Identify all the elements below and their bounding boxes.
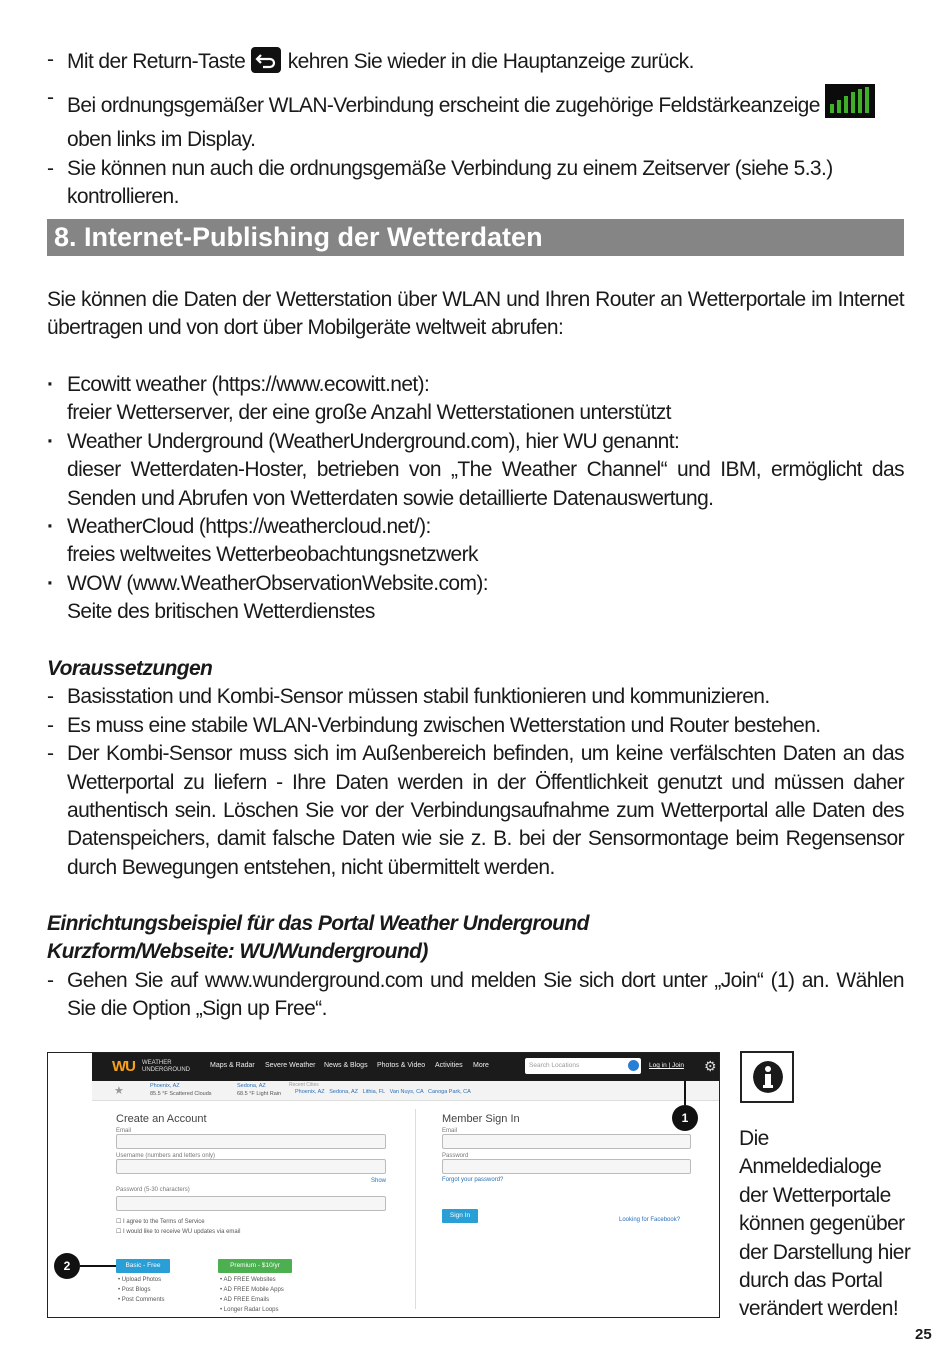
show-password-link[interactable]: Show bbox=[370, 1178, 386, 1184]
portal-name: · WOW (www.WeatherObservationWebsite.com): bbox=[67, 571, 488, 595]
list-item-text: Der Kombi-Sensor muss sich im Außenbereich befinden, um keine verfälschten Daten an das Wetterportal zu liefern - Ihre Daten werden in der Öffentlichkeit genutzt und müssen daher authentisch sein. Löschen Sie vor der Verbindungsaufnahme zum Wetterportal alle Daten des Datenspeichers, damit falsche Daten wie sie z. B. bei der Sensormontage beim Regensensor durch Bewegungen entstehen, nicht übermittelt werden. bbox=[67, 742, 904, 879]
wu-navbar bbox=[92, 1053, 720, 1081]
email-label: Email bbox=[442, 1128, 458, 1134]
nav-item[interactable]: Severe Weather bbox=[265, 1062, 316, 1069]
nav-item[interactable]: Maps & Radar bbox=[210, 1062, 255, 1069]
brand-line: UNDERGROUND bbox=[142, 1067, 190, 1073]
info-box bbox=[740, 1051, 794, 1103]
list-item bbox=[47, 712, 904, 740]
login-join-link[interactable]: Log in | Join bbox=[649, 1062, 684, 1069]
basic-free-button[interactable]: Basic - Free bbox=[116, 1259, 170, 1273]
updates-checkbox-row[interactable]: ☐ I would like to receive WU updates via email bbox=[116, 1229, 241, 1235]
portal-description: dieser Wetterdaten-Hoster, betrieben von „The Weather Channel“ und IBM, ermöglicht das Senden und Abrufen von Wetterdaten sowie detaillierte Datenauswertung. bbox=[67, 458, 904, 510]
city-link[interactable]: Phoenix, AZ bbox=[150, 1083, 180, 1089]
nav-item[interactable]: Photos & Video bbox=[377, 1062, 426, 1069]
nav-item[interactable]: More bbox=[473, 1062, 489, 1069]
top-list bbox=[47, 46, 907, 212]
member-email-field[interactable] bbox=[442, 1134, 691, 1149]
list-item-text: Gehen Sie auf www.wunderground.com und melden Sie sich dort unter „Join“ (1) an. Wählen Sie die Option „Sign up Free“. bbox=[67, 968, 904, 1021]
brand-line: WEATHER bbox=[142, 1060, 172, 1066]
list-item bbox=[47, 683, 904, 711]
feature-text: Post Blogs bbox=[121, 1287, 151, 1293]
feature-text: AD FREE Websites bbox=[223, 1277, 276, 1283]
portal-name: · Ecowitt weather (https://www.ecowitt.net): bbox=[67, 373, 430, 396]
wu-brand bbox=[142, 1060, 190, 1074]
callout-line bbox=[684, 1081, 686, 1105]
list-item bbox=[47, 428, 904, 513]
section-intro: Sie können die Daten der Wetterstation über WLAN und Ihren Router an Wetterportale im Internet übertragen und von dort über Mobilgeräte weltweit abrufen: bbox=[47, 288, 904, 340]
basic-features bbox=[118, 1275, 164, 1305]
portal-description: freier Wetterserver, der eine große Anzahl Wetterstationen unterstützt bbox=[67, 401, 671, 425]
city-weather: 85.5 °F Scattered Clouds bbox=[150, 1091, 212, 1097]
feature-item: • AD FREE Websites bbox=[220, 1277, 276, 1283]
forgot-password-link[interactable]: Forgot your password? bbox=[442, 1177, 504, 1183]
portal-name: · WeatherCloud (https://weathercloud.net/): bbox=[67, 515, 431, 539]
list-item bbox=[47, 513, 904, 570]
star-icon[interactable]: ★ bbox=[114, 1085, 124, 1097]
feature-item: • AD FREE Mobile Apps bbox=[220, 1287, 284, 1293]
password-label: Password (5-30 characters) bbox=[116, 1187, 190, 1193]
gear-icon[interactable]: ⚙ bbox=[704, 1058, 717, 1074]
search-input[interactable] bbox=[525, 1058, 641, 1074]
page-number: 25 bbox=[915, 1326, 932, 1343]
list-item-text: oben links im Display. bbox=[67, 128, 256, 152]
list-item bbox=[47, 46, 907, 82]
search-placeholder: Search Locations bbox=[529, 1062, 580, 1069]
create-account-title: Create an Account bbox=[116, 1113, 207, 1125]
portal-list bbox=[47, 371, 904, 627]
sign-in-button[interactable]: Sign In bbox=[442, 1209, 478, 1223]
callout-line bbox=[80, 1265, 116, 1267]
section-heading: 8. Internet-Publishing der Wetterdaten bbox=[47, 219, 904, 256]
premium-button[interactable]: Premium - $10/yr bbox=[218, 1259, 292, 1273]
wu-logo: WU bbox=[112, 1058, 135, 1075]
feature-text: Longer Radar Loops bbox=[223, 1307, 279, 1313]
create-account-form bbox=[116, 1113, 386, 1237]
username-field[interactable] bbox=[116, 1159, 386, 1174]
list-item-text: Mit der Return-Taste bbox=[67, 50, 246, 73]
feature-item: • Upload Photos bbox=[118, 1277, 162, 1283]
example-subtitle: Kurzform/Webseite: WU/Wunderground) bbox=[47, 940, 428, 964]
list-item-text: Sie können nun auch die ordnungsgemäße Verbindung zu einem Zeitserver (siehe 5.3.) kontrollieren. bbox=[67, 156, 833, 209]
feature-item: • AD FREE Emails bbox=[220, 1297, 270, 1303]
requirements-title: Voraussetzungen bbox=[47, 657, 213, 680]
wunderground-screenshot bbox=[47, 1052, 720, 1318]
signal-strength-icon bbox=[825, 84, 875, 126]
city-link[interactable]: Sedona, AZ bbox=[237, 1083, 266, 1089]
info-icon bbox=[753, 1061, 783, 1093]
list-item-text: Bei ordnungsgemäßer WLAN-Verbindung erscheint die zugehörige Feldstärkeanzeige bbox=[67, 94, 820, 117]
search-icon[interactable] bbox=[628, 1060, 639, 1071]
updates-label: I would like to receive WU updates via email bbox=[123, 1229, 241, 1235]
premium-features bbox=[220, 1275, 284, 1315]
terms-label: I agree to the Terms of Service bbox=[123, 1219, 205, 1225]
feature-item: • Post Blogs bbox=[118, 1287, 151, 1293]
feature-text: AD FREE Mobile Apps bbox=[223, 1287, 284, 1293]
member-password-field[interactable] bbox=[442, 1159, 691, 1174]
recent-cities[interactable]: Phoenix, AZ Sedona, AZ Lithia, FL Van Nuys, CA Canoga Park, CA bbox=[295, 1089, 471, 1095]
callout-badge-1: 1 bbox=[672, 1105, 698, 1131]
feature-text: Upload Photos bbox=[121, 1277, 162, 1283]
list-item bbox=[47, 155, 907, 212]
recent-label: Recent Cities bbox=[289, 1082, 319, 1088]
email-field[interactable] bbox=[116, 1134, 386, 1149]
city-weather: 68.5 °F Light Rain bbox=[237, 1091, 282, 1097]
terms-checkbox-row[interactable]: ☐ I agree to the Terms of Service bbox=[116, 1219, 205, 1225]
list-item bbox=[47, 84, 907, 155]
feature-text: AD FREE Emails bbox=[223, 1297, 270, 1303]
portal-name: · Weather Underground (WeatherUnderground.com), hier WU genannt: bbox=[67, 429, 680, 453]
example-title: Einrichtungsbeispiel für das Portal Weather Underground bbox=[47, 912, 589, 935]
username-label: Username (numbers and letters only) bbox=[116, 1153, 216, 1159]
callout-badge-2: 2 bbox=[54, 1253, 80, 1279]
list-item-text: kehren Sie wieder in die Hauptanzeige zurück. bbox=[287, 50, 694, 73]
password-label: Password bbox=[442, 1153, 469, 1159]
wu-city-bar bbox=[92, 1081, 720, 1101]
feature-item: • Post Comments bbox=[118, 1297, 165, 1303]
info-note: Die Anmeldedialoge der Wetterportale können gegenüber der Darstellung hier durch das Portal verändert werden! bbox=[739, 1127, 911, 1321]
feature-item: • Longer Radar Loops bbox=[220, 1307, 279, 1313]
form-divider bbox=[415, 1109, 416, 1309]
feature-text: Post Comments bbox=[121, 1297, 165, 1303]
requirements-block bbox=[47, 655, 904, 882]
portal-description: freies weltweites Wetterbeobachtungsnetzwerk bbox=[67, 543, 478, 567]
list-item-text: Es muss eine stabile WLAN-Verbindung zwischen Wetterstation und Router bestehen. bbox=[67, 713, 821, 737]
password-field[interactable] bbox=[116, 1196, 386, 1211]
member-sign-in-title: Member Sign In bbox=[442, 1113, 520, 1125]
nav-item[interactable]: News & Blogs bbox=[324, 1062, 368, 1069]
list-item-text: Basisstation und Kombi-Sensor müssen stabil funktionieren und kommunizieren. bbox=[67, 685, 770, 709]
return-key-icon bbox=[250, 46, 282, 82]
email-label: Email bbox=[116, 1128, 132, 1134]
facebook-link[interactable]: Looking for Facebook? bbox=[619, 1217, 681, 1223]
list-item bbox=[47, 967, 904, 1024]
example-block bbox=[47, 910, 904, 1024]
password-label-row bbox=[116, 1178, 386, 1196]
nav-item[interactable]: Activities bbox=[435, 1062, 463, 1069]
portal-description: Seite des britischen Wetterdienstes bbox=[67, 600, 375, 624]
list-item bbox=[47, 740, 904, 882]
list-item bbox=[47, 371, 904, 428]
list-item bbox=[47, 570, 904, 627]
member-sign-in-form bbox=[442, 1113, 691, 1183]
